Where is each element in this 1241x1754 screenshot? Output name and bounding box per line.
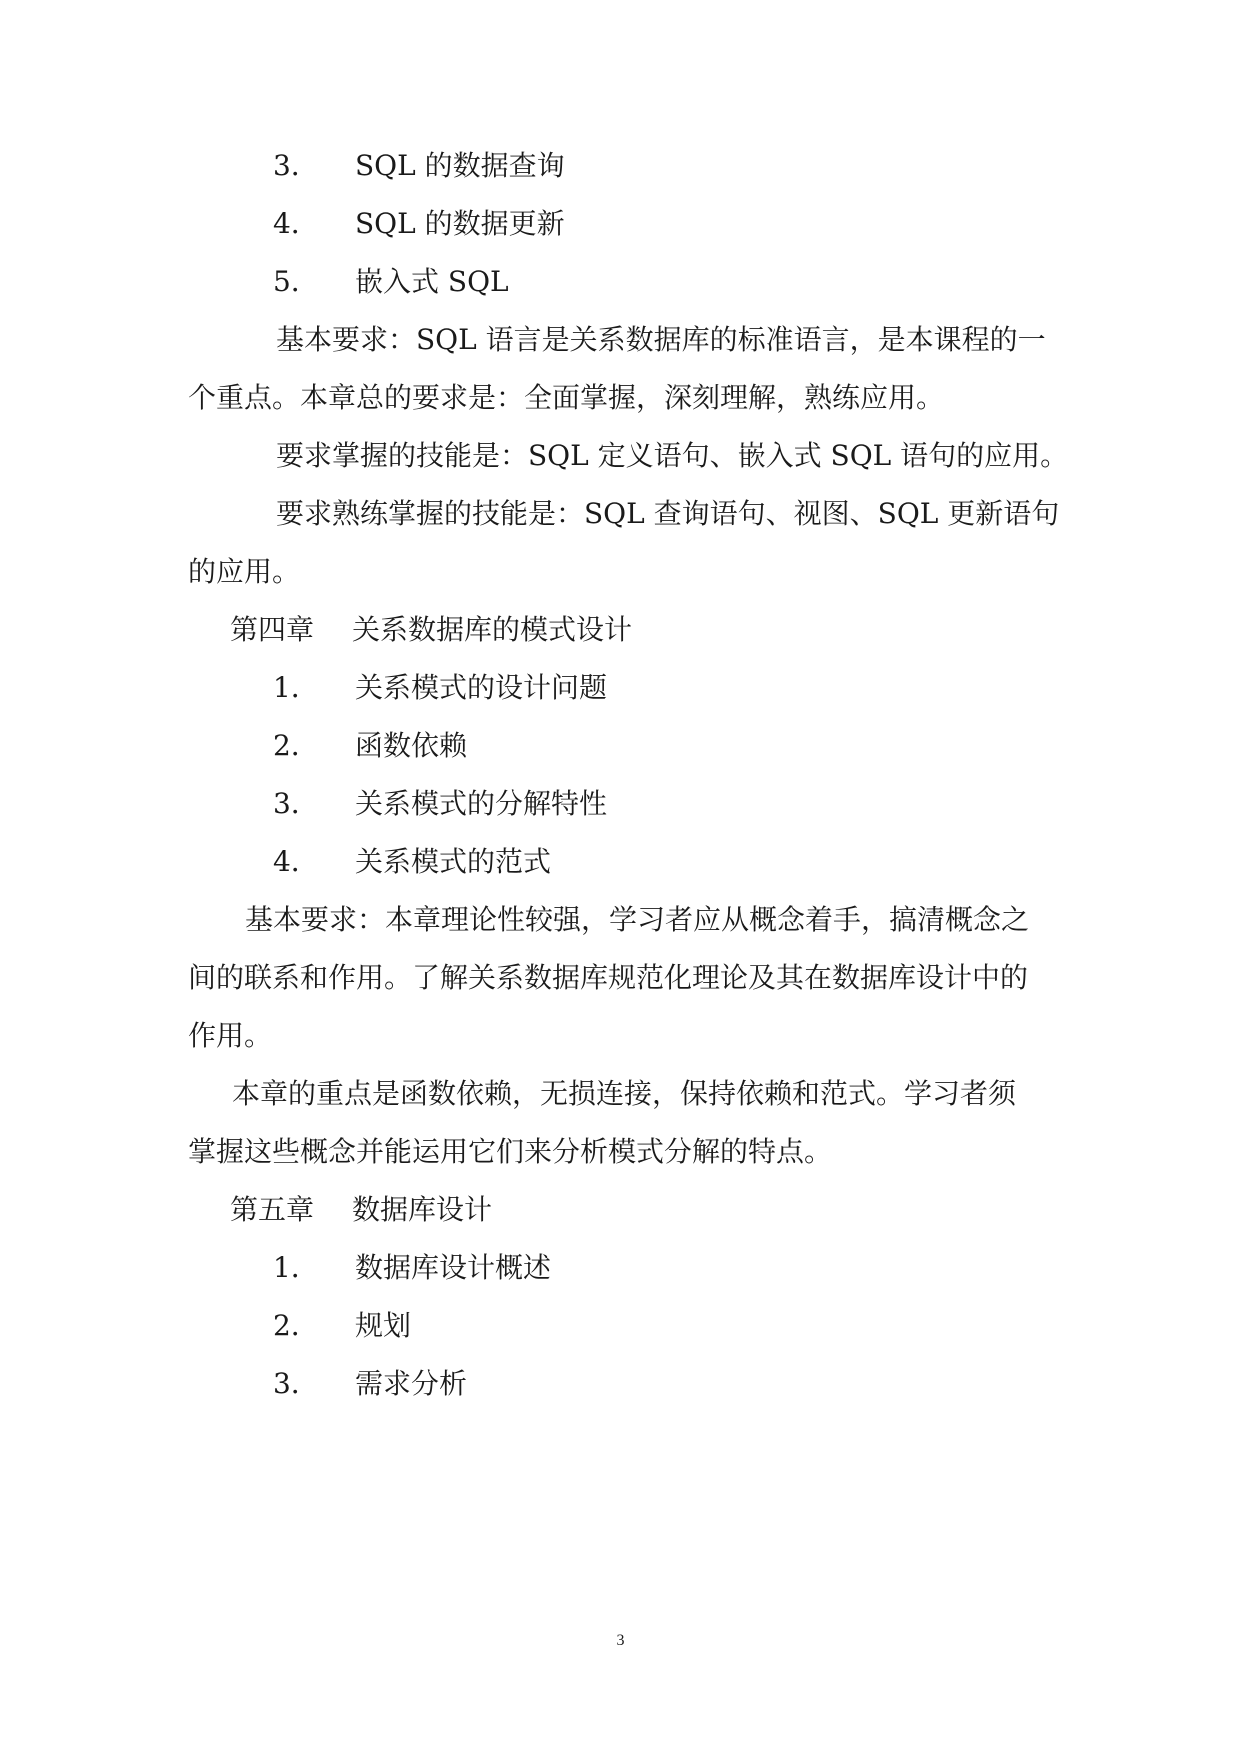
list-item (273, 1308, 411, 1344)
item-number: 3． (273, 787, 319, 820)
item-number: 4． (273, 207, 319, 240)
item-text: 数据库设计概述 (355, 1251, 552, 1284)
requirement-paragraph-line: 作用。 (188, 1019, 273, 1052)
item-text: 规划 (355, 1309, 412, 1342)
proficient-skills-line: 的应用。 (188, 555, 301, 588)
item-number: 5． (273, 265, 319, 298)
chapter-title: 关系数据库的模式设计 (352, 613, 633, 646)
focus-paragraph-line: 掌握这些概念并能运用它们来分析模式分解的特点。 (188, 1135, 833, 1168)
item-text: 函数依赖 (355, 729, 468, 762)
page-number: 3 (616, 1632, 625, 1649)
list-item (273, 206, 565, 242)
requirement-paragraph-line: 间的联系和作用。了解关系数据库规范化理论及其在数据库设计中的 (188, 961, 1029, 994)
list-item (273, 728, 467, 764)
chapter-label: 第四章 (230, 613, 315, 646)
item-number: 4． (273, 845, 319, 878)
item-number: 1． (273, 1251, 319, 1284)
item-number: 1． (273, 671, 319, 704)
list-item (273, 148, 565, 184)
item-text: 关系模式的设计问题 (355, 671, 608, 704)
list-item (273, 844, 551, 880)
proficient-skills-line: 要求熟练掌握的技能是：SQL 查询语句、视图、SQL 更新语句 (276, 497, 1060, 530)
item-text: SQL 的数据查询 (355, 149, 565, 182)
requirement-paragraph-line: 个重点。本章总的要求是：全面掌握，深刻理解，熟练应用。 (188, 381, 945, 414)
list-item (273, 1366, 467, 1402)
list-item (273, 670, 607, 706)
item-number: 3． (273, 1367, 319, 1400)
list-item (273, 264, 509, 300)
list-item (273, 786, 607, 822)
item-number: 3． (273, 149, 319, 182)
chapter-label: 第五章 (230, 1193, 315, 1226)
chapter-heading (230, 1192, 492, 1228)
item-text: 关系模式的范式 (355, 845, 552, 878)
item-text: 需求分析 (355, 1367, 468, 1400)
focus-paragraph-line: 本章的重点是函数依赖，无损连接，保持依赖和范式。学习者须 (232, 1077, 1017, 1110)
chapter-title: 数据库设计 (352, 1193, 493, 1226)
list-item (273, 1250, 551, 1286)
requirement-paragraph-line: 基本要求：SQL 语言是关系数据库的标准语言，是本课程的一 (276, 323, 1046, 356)
item-number: 2． (273, 729, 319, 762)
item-text: 嵌入式 SQL (355, 265, 509, 298)
chapter-heading (230, 612, 632, 648)
item-text: SQL 的数据更新 (355, 207, 565, 240)
requirement-paragraph-line: 基本要求：本章理论性较强，学习者应从概念着手，搞清概念之 (245, 903, 1030, 936)
item-text: 关系模式的分解特性 (355, 787, 608, 820)
item-number: 2． (273, 1309, 319, 1342)
skills-paragraph: 要求掌握的技能是：SQL 定义语句、嵌入式 SQL 语句的应用。 (276, 439, 1069, 472)
